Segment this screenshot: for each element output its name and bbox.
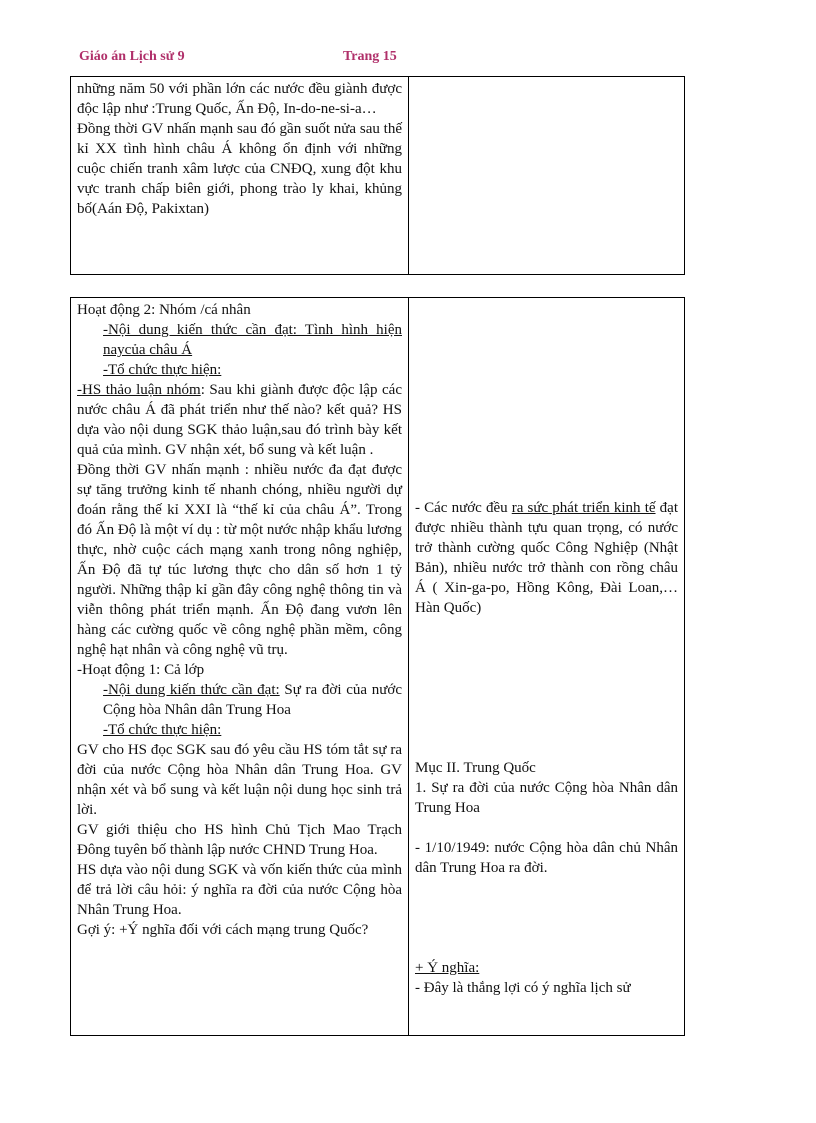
activity1-p4: Gợi ý: +Ý nghĩa đối với cách mạng trung Quốc? <box>77 922 369 938</box>
subsection-title: 1. Sự ra đời của nước Cộng hòa Nhân dân Trung Hoa <box>415 780 678 816</box>
lesson-table-2 <box>70 297 685 1036</box>
activity2-discussion-label: -HS thảo luận nhóm <box>77 382 201 398</box>
meaning-label: + Ý nghĩa: <box>415 960 480 976</box>
activity1-p2: GV giới thiệu cho HS hình Chủ Tịch Mao Trạch Đông tuyên bố thành lập nước CHND Trung Hoa. <box>77 822 402 858</box>
table1-left-p2: Đồng thời GV nhấn mạnh sau đó gần suốt nửa sau thế kỉ XX tình hình châu Á không ổn định với những cuộc chiến tranh xâm lược của CNĐQ, xung đột khu vực tranh chấp biên giới, phong trào ly khai, khủng bố(Aán Độ, Pakixtan) <box>77 121 402 217</box>
activity1-p1: GV cho HS đọc SGK sau đó yêu cầu HS tóm tắt sự ra đời của nước Cộng hòa Nhân dân Trung Hoa. GV nhận xét và bổ sung và kết luận nội dung học sinh trả lời. <box>77 742 402 818</box>
table1-left-cell <box>71 77 409 275</box>
activity1-content-text: Sự ra đời của nước Cộng hòa Nhân dân Trung Hoa <box>103 682 402 718</box>
activity2-organization: -Tổ chức thực hiện: <box>103 362 222 378</box>
activity2-emphasis: Đồng thời GV nhấn mạnh : nhiều nước đa đạt được sự tăng trưởng kinh tế nhanh chóng, nhiều người dự đoán rằng thế kỉ XXI là “thế kỉ của châu Á”. Trong đó Ấn Độ là một ví dụ : từ một nước nhập khẩu lương thực, nhờ cuộc cách mạng xanh trong nông nghiệp, Ấn Độ đã tự túc lương thực cho dân số hơn 1 tỷ người. Những thập kỉ gần đây công nghệ thông tin và viễn thông phát triển mạnh. Ấn Độ đang vươn lên hàng các cường quốc về công nghệ phần mềm, công nghệ hạt nhân và công nghệ vũ trụ. <box>77 462 402 658</box>
activity1-organization: -Tổ chức thực hiện: <box>103 722 222 738</box>
date-event: - 1/10/1949: nước Cộng hòa dân chủ Nhân dân Trung Hoa ra đời. <box>415 840 678 876</box>
header-page-number: Trang 15 <box>343 49 397 64</box>
activity1-p3: HS dựa vào nội dung SGK và vốn kiến thức của mình để trả lời câu hỏi: ý nghĩa ra đời của nước Cộng hòa Nhân Trung Hoa. <box>77 862 402 918</box>
activity1-title: -Hoạt động 1: Cả lớp <box>77 662 205 678</box>
activity2-discussion-text: : Sau khi giành được độc lập các nước châu Á đã phát triển như thế nào? kết quả? HS dựa vào nội dung SGK thảo luận,sau đó trình bày kết quả của mình. GV nhận xét, bổ sung và kết luận . <box>77 382 402 458</box>
activity1-content-label: -Nội dung kiến thức cần đạt: <box>103 682 280 698</box>
table2-left-cell <box>71 298 409 1036</box>
achievements-prefix: - Các nước đều <box>415 500 512 516</box>
table1-left-p1: những năm 50 với phần lớn các nước đều giành được độc lập như :Trung Quốc, Ấn Độ, In-do-ne-si-a… <box>77 81 402 117</box>
table1-right-text <box>409 77 684 81</box>
meaning-text: - Đây là thắng lợi có ý nghĩa lịch sử <box>415 980 631 996</box>
activity2-title: Hoạt động 2: Nhóm /cá nhân <box>77 302 251 318</box>
header-left: Giáo án Lịch sử 9 <box>79 49 185 64</box>
achievements-underlined: ra sức phát triển kinh tế <box>511 500 656 516</box>
table2-right-cell <box>409 298 685 1036</box>
section-title: Mục II. Trung Quốc <box>415 760 536 776</box>
table1-right-cell <box>409 77 685 275</box>
activity2-content: -Nội dung kiến thức cần đạt: Tình hình hiện naycủa châu Á <box>103 322 402 358</box>
achievements-rest: đạt được nhiều thành tựu quan trọng, có nước trở thành cường quốc Công Nghiệp (Nhật Bản), nhiều nước trở thành con rồng châu Á ( Xin-ga-po, Hồng Kông, Đài Loan,… Hàn Quốc) <box>415 500 678 616</box>
achievements-text <box>415 498 678 618</box>
lesson-table-1 <box>70 76 685 275</box>
